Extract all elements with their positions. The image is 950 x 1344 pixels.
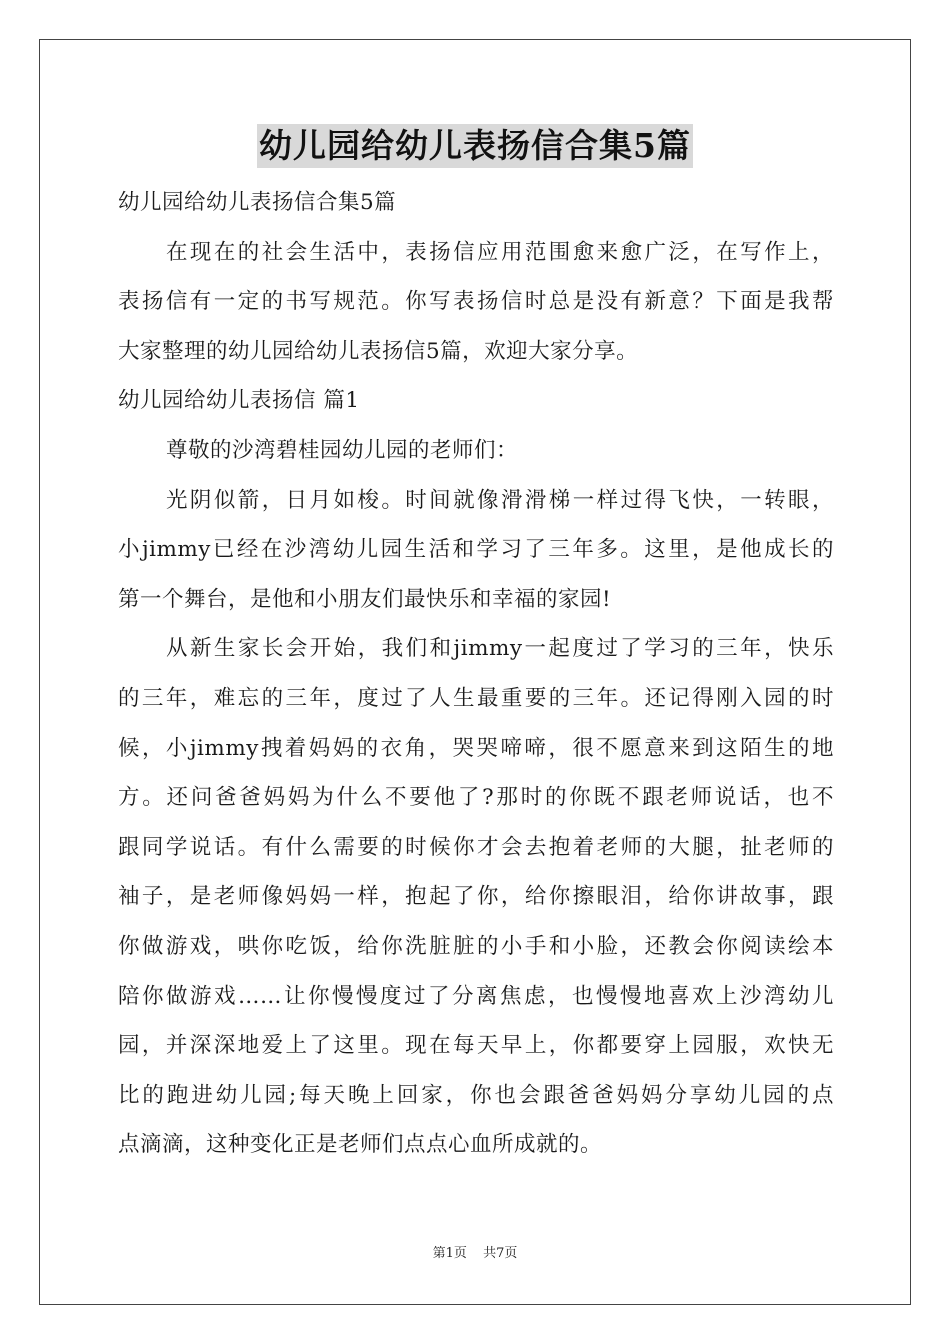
text-line: 候，小jimmy拽着妈妈的衣角，哭哭啼啼，很不愿意来到这陌生的地 bbox=[118, 735, 834, 761]
text-line: 方。还问爸爸妈妈为什么不要他了?那时的你既不跟老师说话，也不 bbox=[118, 785, 834, 811]
document-title: 幼儿园给幼儿表扬信合集5篇 bbox=[257, 124, 693, 168]
text-line: 在现在的社会生活中，表扬信应用范围愈来愈广泛，在写作上， bbox=[166, 239, 834, 265]
text-line: 你做游戏，哄你吃饭，给你洗脏脏的小手和小脸，还教会你阅读绘本 bbox=[118, 933, 834, 959]
text-line: 尊敬的沙湾碧桂园幼儿园的老师们： bbox=[166, 437, 519, 463]
text-line: 袖子，是老师像妈妈一样，抱起了你，给你擦眼泪，给你讲故事，跟 bbox=[118, 884, 834, 910]
page-footer bbox=[0, 1244, 950, 1264]
text-line: 点滴滴，这种变化正是老师们点点心血所成就的。 bbox=[118, 1132, 603, 1158]
page-total: 共7页 bbox=[483, 1246, 518, 1261]
text-line: 幼儿园给幼儿表扬信合集5篇 bbox=[118, 190, 397, 215]
text-line: 的三年，难忘的三年，度过了人生最重要的三年。还记得刚入园的时 bbox=[118, 685, 834, 711]
text-line: 陪你做游戏……让你慢慢度过了分离焦虑，也慢慢地喜欢上沙湾幼儿 bbox=[118, 983, 834, 1009]
text-line: 大家整理的幼儿园给幼儿表扬信5篇，欢迎大家分享。 bbox=[118, 338, 639, 364]
text-line: 光阴似箭，日月如梭。时间就像滑滑梯一样过得飞快，一转眼， bbox=[166, 487, 834, 513]
text-line: 小jimmy已经在沙湾幼儿园生活和学习了三年多。这里，是他成长的 bbox=[118, 537, 834, 563]
text-line: 幼儿园给幼儿表扬信 篇1 bbox=[118, 388, 360, 414]
text-line: 比的跑进幼儿园;每天晚上回家，你也会跟爸爸妈妈分享幼儿园的点 bbox=[118, 1082, 834, 1108]
title-container bbox=[0, 124, 950, 168]
text-line: 表扬信有一定的书写规范。你写表扬信时总是没有新意？下面是我帮 bbox=[118, 289, 834, 315]
page-number: 第1页 bbox=[432, 1246, 467, 1261]
text-line: 第一个舞台，是他和小朋友们最快乐和幸福的家园! bbox=[118, 586, 612, 612]
text-line: 园，并深深地爱上了这里。现在每天早上，你都要穿上园服，欢快无 bbox=[118, 1033, 834, 1059]
document-body bbox=[118, 178, 834, 1170]
text-line: 从新生家长会开始，我们和jimmy一起度过了学习的三年，快乐 bbox=[166, 636, 834, 662]
text-line: 跟同学说话。有什么需要的时候你才会去抱着老师的大腿，扯老师的 bbox=[118, 834, 834, 860]
